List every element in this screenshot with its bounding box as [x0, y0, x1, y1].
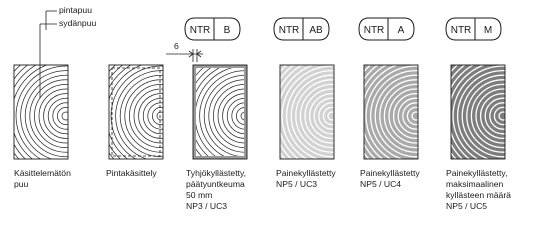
caption-pressure-uc4: Painekyllästetty NP5 / UC4 [360, 168, 420, 190]
block-fill [280, 65, 334, 159]
block-fill [364, 65, 418, 159]
caption-vacuum-impregnated: Tyhjökyllästetty, päätyuntkeuma 50 mm NP3 / UC3 [186, 168, 247, 212]
ntr-class-tag [185, 18, 240, 40]
tag-ntr-text: NTR [189, 25, 211, 36]
caption-pressure-uc3: Painekyllästetty NP5 / UC3 [276, 168, 336, 190]
tag-ntr-text: NTR [278, 25, 300, 36]
tag-ntr-text: NTR [363, 25, 385, 36]
surface-wood-label: pintapuu [59, 5, 92, 15]
heartwood-label: sydänpuu [59, 18, 97, 28]
ntr-class-tag [274, 18, 329, 40]
tag-ntr-text: NTR [450, 25, 472, 36]
caption-pressure-uc5: Painekyllästetty, maksimaalinen kyllästeen määrä NP5 / UC5 [446, 168, 511, 212]
caption-surface-treated: Pintakäsittely [106, 168, 157, 178]
tag-class-text: A [397, 25, 405, 36]
tag-class-text: M [483, 25, 493, 36]
ntr-class-tag [359, 18, 414, 40]
tag-class-text: B [223, 25, 231, 36]
block-fill [14, 65, 68, 159]
tag-class-text: AB [309, 25, 323, 36]
block-fill [193, 65, 247, 159]
caption-untreated: Käsittelemätön puu [14, 168, 71, 190]
ntr-class-tag [446, 18, 501, 40]
dimension-label: 6 [174, 41, 179, 51]
block-fill [109, 65, 163, 159]
block-fill [451, 65, 505, 159]
